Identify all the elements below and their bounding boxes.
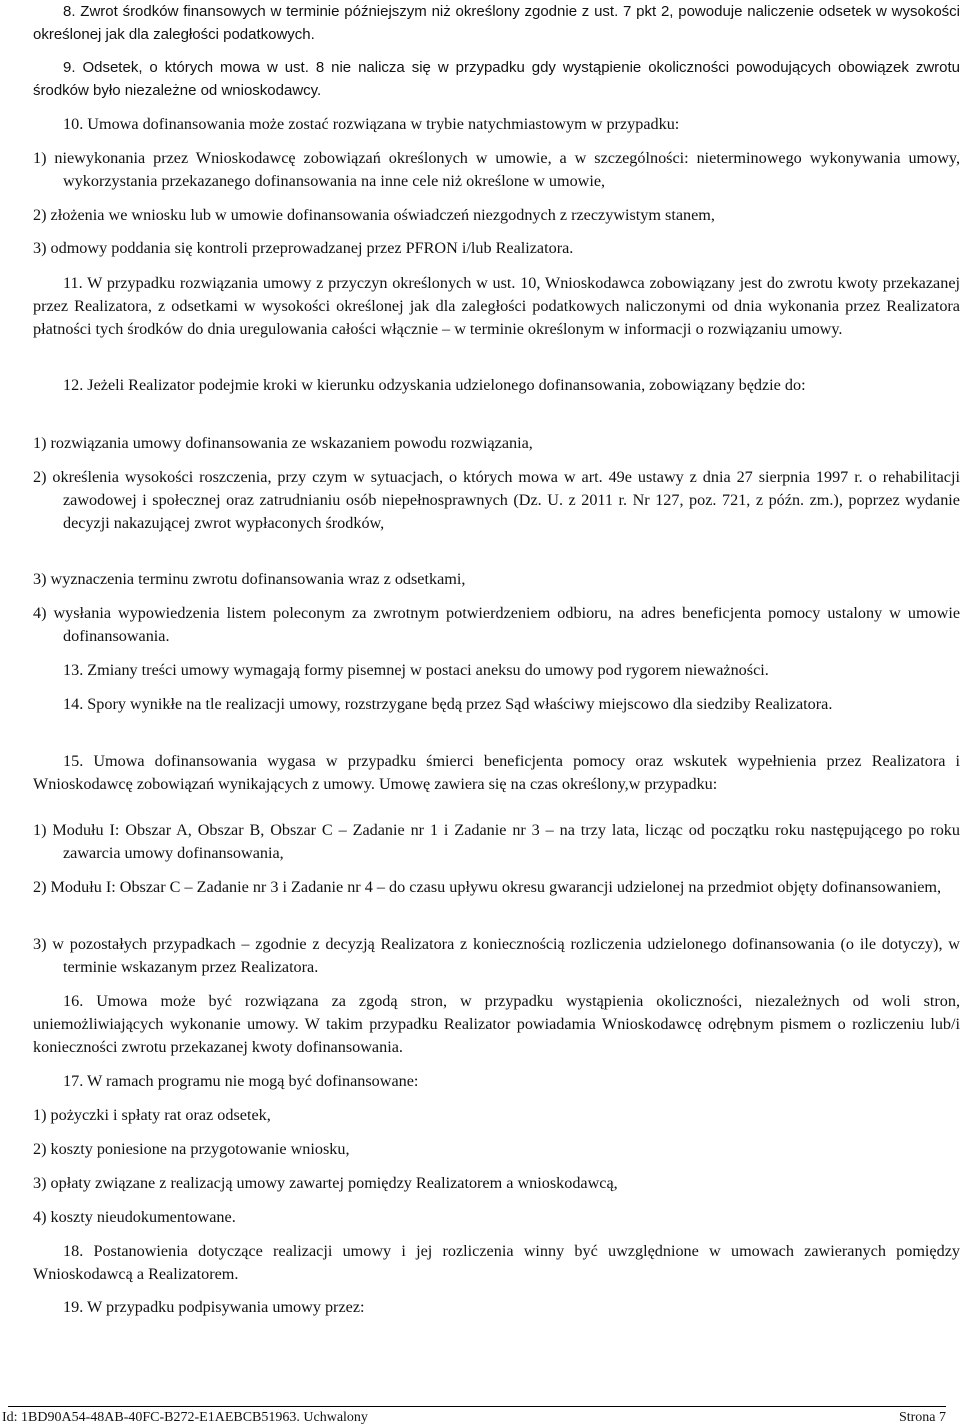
paragraph-18: 18. Postanowienia dotyczące realizacji umowy i jej rozliczenia winny być uwzględnione w umowach zawieranych pomiędzy Wnioskodawcą a Realizatorem. [33,1242,960,1283]
paragraph-11: 11. W przypadku rozwiązania umowy z przyczyn określonych w ust. 10, Wnioskodawca zobowiązany jest do zwrotu kwoty przekazanej przez Realizatora, z odsetkami w wysokości określonej jak dla zaległości podatkowych naliczonymi od dnia wykonania przez Realizatora płatności tych środków do dnia uregulowania całości włącznie – w terminie określonym w informacji o rozwiązaniu umowy. [33,274,960,338]
paragraph-17-item-3: 3) opłaty związane z realizacją umowy zawartej pomiędzy Realizatorem a wnioskodawcą, [33,1174,618,1192]
paragraph-15-item-2: 2) Modułu I: Obszar C – Zadanie nr 3 i Zadanie nr 4 – do czasu upływu okresu gwarancji udzielonej na przedmiot objęty dofinansowaniem, [33,878,942,896]
paragraph-10-item-1: 1) niewykonania przez Wnioskodawcę zobowiązań określonych w umowie, a w szczególności: nieterminowego wykonywania umowy, wykorzystania przekazanego dofinansowania na inne cele niż określone w umowie, [33,149,960,190]
paragraph-12-item-1: 1) rozwiązania umowy dofinansowania ze wskazaniem powodu rozwiązania, [33,434,533,452]
paragraph-10-item-3: 3) odmowy poddania się kontroli przeprowadzanej przez PFRON i/lub Realizatora. [33,239,574,257]
paragraph-12-item-4: 4) wysłania wypowiedzenia listem poleconym za zwrotnym potwierdzeniem odbioru, na adres beneficjenta pomocy ustalony w umowie dofinansowania. [33,604,960,645]
paragraph-10-item-2: 2) złożenia we wniosku lub w umowie dofinansowania oświadczeń niezgodnych z rzeczywistym stanem, [33,206,715,224]
paragraph-8: 8. Zwrot środków finansowych w terminie późniejszym niż określony zgodnie z ust. 7 pkt 2, powoduje naliczenie odsetek w wysokości określonej jak dla zaległości podatkowych. [33,3,960,43]
paragraph-12-item-3: 3) wyznaczenia terminu zwrotu dofinansowania wraz z odsetkami, [33,570,466,588]
paragraph-15: 15. Umowa dofinansowania wygasa w przypadku śmierci beneficjenta pomocy oraz wskutek wypełnienia przez Realizatora i Wnioskodawcę zobowiązań wynikających z umowy. Umowę zawiera się na czas określony,w przypadku: [33,752,960,793]
paragraph-17-item-1: 1) pożyczki i spłaty rat oraz odsetek, [33,1106,271,1124]
paragraph-17-item-2: 2) koszty poniesione na przygotowanie wniosku, [33,1140,350,1158]
paragraph-14: 14. Spory wynikłe na tle realizacji umowy, rozstrzygane będą przez Sąd właściwy miejscowo dla siedziby Realizatora. [63,695,833,713]
paragraph-13: 13. Zmiany treści umowy wymagają formy pisemnej w postaci aneksu do umowy pod rygorem nieważności. [63,661,769,679]
paragraph-15-item-3: 3) w pozostałych przypadkach – zgodnie z decyzją Realizatora z koniecznością rozliczenia udzielonego dofinansowania (o ile dotyczy), w terminie wskazanym przez Realizatora. [33,935,960,976]
footer-document-id: Id: 1BD90A54-48AB-40FC-B272-E1AEBCB51963. Uchwalony [2,1410,368,1425]
paragraph-19: 19. W przypadku podpisywania umowy przez: [63,1298,365,1316]
paragraph-16: 16. Umowa może być rozwiązana za zgodą stron, w przypadku wystąpienia okoliczności, niezależnych od woli stron, uniemożliwiających wykonanie umowy. W takim przypadku Realizator powiadamia Wnioskodawcę odrębnym pismem o rozliczeniu lub/i konieczności zwrotu przekazanej kwoty dofinansowania. [33,992,960,1056]
paragraph-17-item-4: 4) koszty nieudokumentowane. [33,1208,236,1226]
paragraph-17: 17. W ramach programu nie mogą być dofinansowane: [63,1072,419,1090]
paragraph-12: 12. Jeżeli Realizator podejmie kroki w kierunku odzyskania udzielonego dofinansowania, zobowiązany będzie do: [63,376,806,394]
footer-divider [8,1406,946,1407]
paragraph-10: 10. Umowa dofinansowania może zostać rozwiązana w trybie natychmiastowym w przypadku: [63,115,680,133]
footer-page-number: Strona 7 [898,1410,946,1425]
paragraph-12-item-2: 2) określenia wysokości roszczenia, przy czym w sytuacjach, o których mowa w art. 49e ustawy z dnia 27 sierpnia 1997 r. o rehabilitacji zawodowej i społecznej oraz zatrudnianiu osób niepełnosprawnych (Dz. U. z 2011 r. Nr 127, poz. 721, z późn. zm.), poprzez wydanie decyzji nakazującej zwrot wypłaconych środków, [33,468,960,532]
paragraph-15-item-1: 1) Modułu I: Obszar A, Obszar B, Obszar C – Zadanie nr 1 i Zadanie nr 3 – na trzy lata, licząc od początku roku następującego po roku zawarcia umowy dofinansowania, [33,821,960,862]
paragraph-9: 9. Odsetek, o których mowa w ust. 8 nie nalicza się w przypadku gdy wystąpienie okoliczności powodujących obowiązek zwrotu środków było niezależne od wnioskodawcy. [33,59,960,99]
